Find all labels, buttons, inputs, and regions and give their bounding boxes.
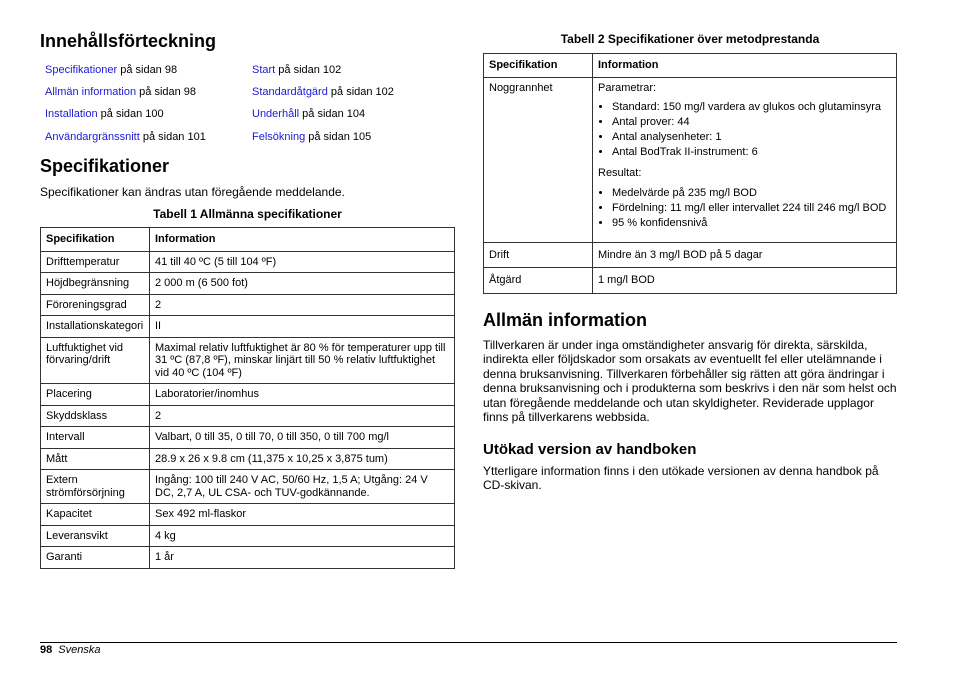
toc-link-start[interactable]: Start	[252, 64, 276, 76]
spec-name: Placering	[41, 384, 150, 406]
list-item: • Fördelning: 11 mg/l eller intervallet 224 till 246 mg/l BOD	[612, 201, 891, 215]
toc-page-ref: på sidan 101	[139, 131, 206, 143]
spec-name: Intervall	[41, 427, 150, 449]
table-row	[41, 337, 455, 384]
toc-entry-underhall	[252, 107, 365, 121]
toc-page-ref: på sidan 104	[299, 108, 366, 120]
toc-entry-felsokning	[252, 130, 371, 144]
spec-value: 1 år	[150, 547, 455, 569]
table-header-row	[41, 228, 455, 252]
table-row	[41, 384, 455, 406]
extended-manual-body: Ytterligare information finns i den utökade versionen av denna handbok på CD-skivan.	[483, 463, 879, 492]
spec-name: Skyddsklass	[41, 405, 150, 427]
spec-value: 41 till 40 ºC (5 till 104 ºF)	[150, 251, 455, 273]
toc-link-anvandargranssnitt[interactable]: Användargränssnitt	[45, 131, 140, 143]
spec-name: Drift	[484, 242, 593, 268]
table-row	[41, 525, 455, 547]
table-row	[41, 316, 455, 338]
spec-value: 2	[150, 294, 455, 316]
parameters-list	[598, 100, 891, 159]
right-column	[483, 30, 897, 493]
column-header: Information	[593, 54, 897, 78]
spec-value: 4 kg	[150, 525, 455, 547]
toc-entry-allman-information	[45, 85, 196, 99]
table-row	[41, 405, 455, 427]
list-item: • Medelvärde på 235 mg/l BOD	[612, 186, 891, 200]
toc-page-ref: på sidan 98	[117, 64, 178, 76]
table2-caption: Tabell 2 Specifikationer över metodprestanda	[560, 32, 820, 46]
list-item: • Standard: 150 mg/l vardera av glukos och glutaminsyra	[612, 100, 891, 114]
toc-page-ref: på sidan 102	[327, 86, 394, 98]
toc-link-underhall[interactable]: Underhåll	[252, 108, 300, 120]
toc-entry-installation	[45, 107, 164, 121]
spec-value: II	[150, 316, 455, 338]
spec-value: 2 000 m (6 500 fot)	[150, 273, 455, 295]
toc-entry-standardatgard	[252, 85, 394, 99]
toc-link-specifikationer[interactable]: Specifikationer	[45, 64, 118, 76]
table-row	[41, 251, 455, 273]
specifications-heading: Specifikationer	[40, 156, 170, 176]
table-row	[41, 273, 455, 295]
spec-name: Drifttemperatur	[41, 251, 150, 273]
table-row	[484, 268, 897, 294]
table-row	[41, 547, 455, 569]
spec-name: Garanti	[41, 547, 150, 569]
spec-name: Mått	[41, 448, 150, 470]
toc-entry-anvandargranssnitt	[45, 130, 206, 144]
extended-manual-heading: Utökad version av handboken	[483, 440, 697, 458]
list-item: • Antal analysenheter: 1	[612, 130, 891, 144]
general-information-heading: Allmän information	[483, 309, 648, 330]
spec-value: Valbart, 0 till 35, 0 till 70, 0 till 350, 0 till 700 mg/l	[150, 427, 455, 449]
spec-name: Kapacitet	[41, 504, 150, 526]
table-row	[41, 294, 455, 316]
spec-name: Luftfuktighet vid förvaring/drift	[41, 337, 150, 384]
parameters-label: Parametrar:	[598, 81, 657, 94]
spec-name: Installationskategori	[41, 316, 150, 338]
spec-value	[593, 77, 897, 242]
spec-name: Extern strömförsörjning	[41, 470, 150, 504]
results-label: Resultat:	[598, 167, 642, 179]
list-item: • Antal prover: 44	[612, 115, 891, 129]
spec-value: 28.9 x 26 x 9.8 cm (11,375 x 10,25 x 3,875 tum)	[150, 448, 455, 470]
specifications-intro: Specifikationer kan ändras utan föregående meddelande.	[40, 185, 345, 199]
toc-link-allman-information[interactable]: Allmän information	[45, 86, 137, 98]
spec-name: Åtgärd	[484, 268, 593, 294]
toc-entry-start	[252, 63, 341, 77]
column-header: Specifikation	[484, 54, 593, 78]
table-of-contents	[40, 63, 455, 155]
toc-link-standardatgard[interactable]: Standardåtgärd	[252, 86, 328, 98]
spec-value: Sex 492 ml-flaskor	[150, 504, 455, 526]
toc-page-ref: på sidan 100	[97, 108, 164, 120]
spec-value: Mindre än 3 mg/l BOD på 5 dagar	[593, 242, 897, 268]
toc-title: Innehållsförteckning	[40, 31, 217, 51]
spec-name: Noggrannhet	[484, 77, 593, 242]
column-header: Information	[150, 228, 455, 252]
column-header: Specifikation	[41, 228, 150, 252]
toc-page-ref: på sidan 102	[275, 64, 342, 76]
table-row	[41, 427, 455, 449]
spec-name: Föroreningsgrad	[41, 294, 150, 316]
spec-value: Maximal relativ luftfuktighet är 80 % för temperaturer upp till 31 ºC (87,8 ºF), minskar linjärt till 50 % relativ luftfuktighet vid 40 ºC (104 ºF)	[150, 337, 455, 384]
spec-name: Höjdbegränsning	[41, 273, 150, 295]
spec-name: Leveransvikt	[41, 525, 150, 547]
table-row	[41, 504, 455, 526]
spec-value: Ingång: 100 till 240 V AC, 50/60 Hz, 1,5 A; Utgång: 24 V DC, 2,7 A, UL CSA- och TUV-godkännande.	[150, 470, 455, 504]
toc-entry-specifikationer	[45, 63, 177, 77]
table-header-row	[484, 54, 897, 78]
toc-link-installation[interactable]: Installation	[45, 108, 98, 120]
toc-link-felsokning[interactable]: Felsökning	[252, 131, 306, 143]
footer-divider	[40, 642, 897, 643]
left-column	[40, 30, 455, 569]
page-number: 98	[40, 644, 53, 656]
results-list	[598, 186, 891, 230]
general-information-body: Tillverkaren är under inga omständigheter ansvarig för direkta, särskilda, indirekta eller följdskador som orsakats av eventuellt fel eller utelämnande i denna bruksanvisning. Tillverkaren förbehåller sig rätten att göra ändringar i denna bruksanvisning och i produkterna som beskrivs i den när som helst och utan föregående meddelande och utan skyldigheter. Reviderade upplagor finns på tillverkarens webbsida.	[483, 337, 897, 424]
table-row	[484, 77, 897, 242]
page-footer	[40, 644, 100, 656]
general-specifications-table	[40, 227, 455, 569]
spec-value: 2	[150, 405, 455, 427]
spec-value: Laboratorier/inomhus	[150, 384, 455, 406]
spec-value: 1 mg/l BOD	[593, 268, 897, 294]
table-row	[484, 242, 897, 268]
list-item: • Antal BodTrak II-instrument: 6	[612, 145, 891, 159]
method-performance-table	[483, 53, 897, 294]
table1-caption: Tabell 1 Allmänna specifikationer	[153, 207, 342, 221]
toc-page-ref: på sidan 105	[305, 131, 372, 143]
toc-page-ref: på sidan 98	[136, 86, 197, 98]
table-row	[41, 470, 455, 504]
footer-language: Svenska	[58, 644, 101, 656]
table-row	[41, 448, 455, 470]
list-item: • 95 % konfidensnivå	[612, 216, 891, 230]
